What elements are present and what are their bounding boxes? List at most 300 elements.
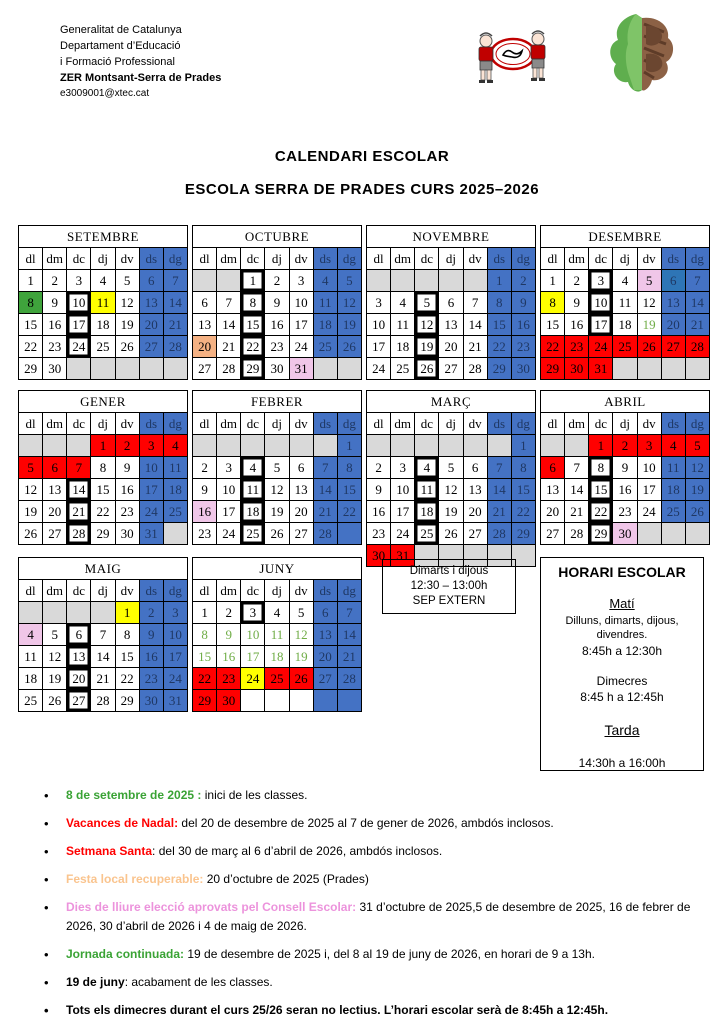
weekday-header-dc: dc [415, 413, 439, 435]
weekday-header-dj: dj [613, 413, 637, 435]
day-cell: 6 [289, 457, 313, 479]
weekday-header-dc: dc [67, 248, 91, 270]
day-cell: 19 [115, 314, 139, 336]
empty-cell [193, 270, 217, 292]
day-cell: 4 [91, 270, 115, 292]
empty-cell [193, 435, 217, 457]
month-title: OCTUBRE [193, 226, 362, 248]
weekday-header-dc: dc [589, 248, 613, 270]
day-cell: 26 [43, 690, 67, 712]
empty-cell [391, 435, 415, 457]
note-item [40, 870, 704, 889]
day-cell: 4 [163, 435, 187, 457]
day-cell: 15 [193, 646, 217, 668]
day-cell: 11 [265, 624, 289, 646]
note-text: : del 30 de març al 6 d’abril de 2026, ambdós inclosos. [152, 844, 443, 858]
empty-cell [91, 602, 115, 624]
month-calendar-table [540, 390, 710, 545]
day-cell: 1 [115, 602, 139, 624]
day-cell: 13 [289, 479, 313, 501]
calendar-row-3 [18, 557, 710, 771]
day-cell: 12 [685, 457, 709, 479]
day-cell: 3 [637, 435, 661, 457]
day-cell: 14 [685, 292, 709, 314]
day-cell: 6 [541, 457, 565, 479]
weekday-header-dm: dm [43, 413, 67, 435]
empty-cell [67, 435, 91, 457]
day-cell: 22 [193, 668, 217, 690]
day-cell: 25 [415, 523, 439, 545]
day-cell: 19 [415, 336, 439, 358]
horari-mati-hours: 8:45h a 12:30h [581, 644, 663, 658]
day-cell: 2 [139, 602, 163, 624]
day-cell: 23 [193, 523, 217, 545]
empty-cell [337, 690, 361, 712]
weekday-header-dm: dm [43, 580, 67, 602]
day-cell: 15 [589, 479, 613, 501]
day-cell: 6 [43, 457, 67, 479]
day-cell: 28 [685, 336, 709, 358]
weekday-header-dm: dm [565, 413, 589, 435]
month-calendar-table [192, 390, 362, 545]
day-cell: 27 [439, 358, 463, 380]
day-cell: 21 [91, 668, 115, 690]
day-cell: 29 [241, 358, 265, 380]
empty-cell [661, 523, 685, 545]
day-cell: 18 [91, 314, 115, 336]
day-cell: 14 [337, 624, 361, 646]
day-cell: 13 [139, 292, 163, 314]
horari-mati-title: Matí [609, 596, 635, 611]
day-cell: 1 [511, 435, 535, 457]
day-cell: 13 [541, 479, 565, 501]
day-cell: 11 [91, 292, 115, 314]
weekday-header-ds: ds [661, 248, 685, 270]
day-cell: 4 [391, 292, 415, 314]
empty-cell [367, 435, 391, 457]
day-cell: 20 [541, 501, 565, 523]
day-cell: 5 [439, 457, 463, 479]
day-cell: 24 [637, 501, 661, 523]
day-cell: 21 [463, 336, 487, 358]
day-cell: 17 [367, 336, 391, 358]
empty-cell [43, 435, 67, 457]
note-lead: Jornada continuada: [66, 947, 185, 961]
day-cell: 2 [115, 435, 139, 457]
day-cell: 9 [217, 624, 241, 646]
day-cell: 21 [217, 336, 241, 358]
day-cell: 15 [19, 314, 43, 336]
month-title: MARÇ [367, 391, 536, 413]
empty-cell [391, 270, 415, 292]
day-cell: 27 [313, 668, 337, 690]
sep-extern-days: Dimarts i dijous [409, 565, 489, 577]
day-cell: 30 [565, 358, 589, 380]
note-lead: Vacances de Nadal: [66, 816, 179, 830]
day-cell: 14 [463, 314, 487, 336]
day-cell: 10 [367, 314, 391, 336]
month-title: FEBRER [193, 391, 362, 413]
day-cell: 5 [415, 292, 439, 314]
day-cell: 30 [367, 545, 391, 567]
weekday-header-ds: ds [139, 580, 163, 602]
empty-cell [163, 523, 187, 545]
horari-tarda-hours: 14:30h a 16:00h [578, 756, 666, 770]
day-cell: 12 [265, 479, 289, 501]
empty-cell [637, 358, 661, 380]
weekday-header-dm: dm [391, 413, 415, 435]
day-cell: 6 [313, 602, 337, 624]
day-cell: 31 [391, 545, 415, 567]
weekday-header-dj: dj [613, 248, 637, 270]
day-cell: 25 [19, 690, 43, 712]
day-cell: 12 [415, 314, 439, 336]
day-cell: 26 [685, 501, 709, 523]
day-cell: 19 [265, 501, 289, 523]
day-cell: 18 [19, 668, 43, 690]
empty-cell [463, 270, 487, 292]
day-cell: 27 [193, 358, 217, 380]
month-marc [366, 390, 536, 567]
day-cell: 19 [637, 314, 661, 336]
weekday-header-dg: dg [163, 580, 187, 602]
day-cell: 25 [265, 668, 289, 690]
empty-cell [487, 435, 511, 457]
empty-cell [337, 523, 361, 545]
day-cell: 12 [637, 292, 661, 314]
weekday-header-dc: dc [241, 413, 265, 435]
day-cell: 8 [511, 457, 535, 479]
month-calendar-table [18, 390, 188, 545]
empty-cell [265, 690, 289, 712]
day-cell: 19 [43, 668, 67, 690]
empty-cell [19, 602, 43, 624]
month-title: MAIG [19, 558, 188, 580]
day-cell: 1 [541, 270, 565, 292]
day-cell: 8 [241, 292, 265, 314]
day-cell: 1 [91, 435, 115, 457]
day-cell: 30 [43, 358, 67, 380]
day-cell: 25 [313, 336, 337, 358]
horari-tarda-title: Tarda [604, 722, 640, 738]
day-cell: 7 [337, 602, 361, 624]
note-lead: 19 de juny [66, 975, 125, 989]
weekday-header-dc: dc [589, 413, 613, 435]
day-cell: 23 [265, 336, 289, 358]
day-cell: 24 [589, 336, 613, 358]
empty-cell [661, 358, 685, 380]
day-cell: 9 [193, 479, 217, 501]
day-cell: 26 [19, 523, 43, 545]
month-octubre [192, 225, 362, 380]
day-cell: 23 [511, 336, 535, 358]
horari-dimecres-hours: 8:45 h a 12:45h [580, 690, 664, 704]
day-cell: 17 [637, 479, 661, 501]
day-cell: 28 [163, 336, 187, 358]
day-cell: 11 [415, 479, 439, 501]
document-titles [0, 148, 724, 198]
day-cell: 10 [289, 292, 313, 314]
month-calendar-table [18, 225, 188, 380]
day-cell: 5 [685, 435, 709, 457]
weekday-header-dv: dv [289, 248, 313, 270]
day-cell: 13 [313, 624, 337, 646]
day-cell: 26 [439, 523, 463, 545]
day-cell: 19 [685, 479, 709, 501]
empty-cell [67, 358, 91, 380]
day-cell: 17 [241, 646, 265, 668]
note-text: 19 de desembre de 2025 i, del 8 al 19 de juny de 2026, en horari de 9 a 13h. [184, 947, 595, 961]
day-cell: 16 [613, 479, 637, 501]
empty-cell [415, 435, 439, 457]
day-cell: 24 [241, 668, 265, 690]
day-cell: 16 [43, 314, 67, 336]
day-cell: 24 [139, 501, 163, 523]
day-cell: 25 [661, 501, 685, 523]
empty-cell [313, 358, 337, 380]
day-cell: 5 [19, 457, 43, 479]
day-cell: 20 [139, 314, 163, 336]
day-cell: 8 [91, 457, 115, 479]
day-cell: 14 [163, 292, 187, 314]
org-line-2: Departament d’Educació [60, 40, 181, 52]
day-cell: 20 [43, 501, 67, 523]
weekday-header-dg: dg [511, 413, 535, 435]
weekday-header-dv: dv [463, 413, 487, 435]
day-cell: 3 [391, 457, 415, 479]
note-lead: Setmana Santa [66, 844, 153, 858]
day-cell: 29 [589, 523, 613, 545]
day-cell: 7 [313, 457, 337, 479]
day-cell: 23 [613, 501, 637, 523]
day-cell: 11 [613, 292, 637, 314]
day-cell: 10 [241, 624, 265, 646]
weekday-header-dm: dm [565, 248, 589, 270]
day-cell: 9 [613, 457, 637, 479]
day-cell: 12 [289, 624, 313, 646]
day-cell: 10 [217, 479, 241, 501]
day-cell: 31 [163, 690, 187, 712]
day-cell: 17 [139, 479, 163, 501]
day-cell: 15 [337, 479, 361, 501]
day-cell: 7 [463, 292, 487, 314]
day-cell: 14 [91, 646, 115, 668]
day-cell: 25 [91, 336, 115, 358]
day-cell: 14 [565, 479, 589, 501]
day-cell: 17 [391, 501, 415, 523]
weekday-header-dg: dg [163, 248, 187, 270]
weekday-header-dm: dm [217, 413, 241, 435]
month-abril [540, 390, 710, 545]
weekday-header-dj: dj [265, 580, 289, 602]
school-kids-logo-icon [470, 24, 556, 90]
day-cell: 4 [19, 624, 43, 646]
notes-list [40, 786, 704, 1024]
month-desembre [540, 225, 710, 380]
weekday-header-ds: ds [139, 413, 163, 435]
note-lead: Festa local recuperable: [66, 872, 204, 886]
day-cell: 27 [289, 523, 313, 545]
empty-cell [19, 435, 43, 457]
day-cell: 17 [589, 314, 613, 336]
day-cell: 3 [289, 270, 313, 292]
sub-title: ESCOLA SERRA DE PRADES CURS 2025–2026 [184, 181, 540, 198]
sep-extern-box [382, 559, 516, 614]
empty-cell [367, 270, 391, 292]
day-cell: 4 [613, 270, 637, 292]
day-cell: 28 [217, 358, 241, 380]
day-cell: 3 [589, 270, 613, 292]
sep-extern-slot [366, 557, 536, 614]
day-cell: 27 [139, 336, 163, 358]
weekday-header-dv: dv [289, 413, 313, 435]
day-cell: 8 [487, 292, 511, 314]
day-cell: 5 [115, 270, 139, 292]
day-cell: 21 [685, 314, 709, 336]
day-cell: 4 [241, 457, 265, 479]
empty-cell [163, 358, 187, 380]
weekday-header-dc: dc [241, 248, 265, 270]
day-cell: 23 [115, 501, 139, 523]
org-line-1: Generalitat de Catalunya [60, 24, 182, 36]
weekday-header-dg: dg [511, 248, 535, 270]
day-cell: 4 [661, 435, 685, 457]
weekday-header-dj: dj [439, 248, 463, 270]
day-cell: 2 [511, 270, 535, 292]
day-cell: 31 [289, 358, 313, 380]
day-cell: 6 [463, 457, 487, 479]
day-cell: 14 [487, 479, 511, 501]
day-cell: 10 [637, 457, 661, 479]
empty-cell [685, 358, 709, 380]
day-cell: 22 [511, 501, 535, 523]
day-cell: 12 [43, 646, 67, 668]
day-cell: 20 [67, 668, 91, 690]
weekday-header-dv: dv [463, 248, 487, 270]
day-cell: 31 [139, 523, 163, 545]
month-juny [192, 557, 362, 712]
note-text: 31 d’octubre de 2025,5 de desembre de 2025, 16 de febrer de 2026, 30 d’abril de 2026 i 4 de maig de 2026. [66, 900, 691, 933]
day-cell: 29 [487, 358, 511, 380]
day-cell: 2 [217, 602, 241, 624]
day-cell: 30 [139, 690, 163, 712]
day-cell: 22 [241, 336, 265, 358]
day-cell: 22 [115, 668, 139, 690]
weekday-header-ds: ds [313, 580, 337, 602]
day-cell: 2 [43, 270, 67, 292]
day-cell: 4 [265, 602, 289, 624]
day-cell: 9 [565, 292, 589, 314]
day-cell: 30 [265, 358, 289, 380]
day-cell: 9 [367, 479, 391, 501]
day-cell: 1 [19, 270, 43, 292]
day-cell: 8 [589, 457, 613, 479]
day-cell: 5 [289, 602, 313, 624]
weekday-header-dv: dv [115, 580, 139, 602]
day-cell: 9 [43, 292, 67, 314]
day-cell: 2 [613, 435, 637, 457]
day-cell: 8 [19, 292, 43, 314]
day-cell: 12 [439, 479, 463, 501]
weekday-header-ds: ds [313, 248, 337, 270]
empty-cell [67, 602, 91, 624]
day-cell: 25 [391, 358, 415, 380]
letterhead [60, 22, 221, 102]
day-cell: 5 [637, 270, 661, 292]
month-novembre [366, 225, 536, 380]
month-maig [18, 557, 188, 712]
day-cell: 28 [337, 668, 361, 690]
day-cell: 19 [337, 314, 361, 336]
calendar-row-2 [18, 390, 710, 567]
note-text: inici de les classes. [201, 788, 308, 802]
day-cell: 14 [313, 479, 337, 501]
day-cell: 24 [391, 523, 415, 545]
day-cell: 10 [391, 479, 415, 501]
day-cell: 18 [163, 479, 187, 501]
month-calendar-table [366, 225, 536, 380]
day-cell: 12 [115, 292, 139, 314]
day-cell: 13 [67, 646, 91, 668]
day-cell: 15 [541, 314, 565, 336]
day-cell: 16 [139, 646, 163, 668]
horari-dimecres-title: Dimecres [596, 674, 648, 688]
horari-title: HORARI ESCOLAR [558, 564, 686, 580]
day-cell: 21 [163, 314, 187, 336]
day-cell: 29 [511, 523, 535, 545]
empty-cell [217, 270, 241, 292]
month-setembre [18, 225, 188, 380]
day-cell: 23 [565, 336, 589, 358]
month-title: DESEMBRE [541, 226, 710, 248]
weekday-header-ds: ds [313, 413, 337, 435]
weekday-header-dc: dc [415, 248, 439, 270]
weekday-header-dl: dl [541, 248, 565, 270]
main-title: CALENDARI ESCOLAR [274, 148, 450, 165]
day-cell: 8 [193, 624, 217, 646]
day-cell: 24 [217, 523, 241, 545]
day-cell: 9 [511, 292, 535, 314]
empty-cell [115, 358, 139, 380]
day-cell: 18 [661, 479, 685, 501]
empty-cell [241, 435, 265, 457]
day-cell: 12 [19, 479, 43, 501]
day-cell: 27 [541, 523, 565, 545]
day-cell: 15 [487, 314, 511, 336]
day-cell: 25 [613, 336, 637, 358]
weekday-header-dv: dv [637, 248, 661, 270]
day-cell: 17 [163, 646, 187, 668]
day-cell: 24 [163, 668, 187, 690]
day-cell: 3 [217, 457, 241, 479]
day-cell: 30 [115, 523, 139, 545]
empty-cell [43, 602, 67, 624]
day-cell: 8 [115, 624, 139, 646]
empty-cell [637, 523, 661, 545]
weekday-header-dj: dj [91, 413, 115, 435]
day-cell: 28 [565, 523, 589, 545]
month-title: GENER [19, 391, 188, 413]
month-title: NOVEMBRE [367, 226, 536, 248]
day-cell: 8 [541, 292, 565, 314]
day-cell: 7 [91, 624, 115, 646]
day-cell: 26 [415, 358, 439, 380]
day-cell: 3 [367, 292, 391, 314]
weekday-header-ds: ds [661, 413, 685, 435]
day-cell: 18 [241, 501, 265, 523]
day-cell: 27 [463, 523, 487, 545]
day-cell: 15 [91, 479, 115, 501]
